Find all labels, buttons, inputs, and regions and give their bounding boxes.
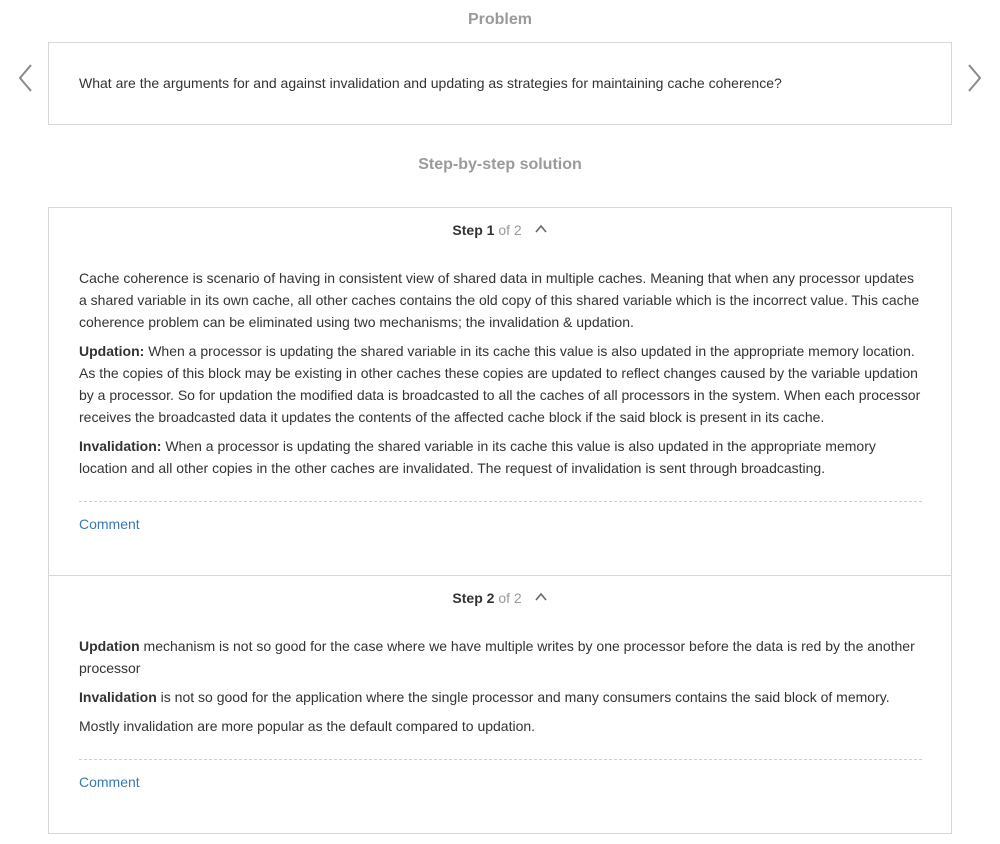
steps-container [48, 207, 952, 834]
divider [79, 759, 922, 760]
paragraph-text: mechanism is not so good for the case where we have multiple writes by one processor before the data is red by the another processor [79, 638, 915, 676]
step-paragraph [79, 340, 922, 428]
step-header [49, 589, 951, 608]
comment-link[interactable]: Comment [79, 774, 140, 790]
paragraph-bold: Invalidation [79, 689, 157, 705]
step-paragraph [79, 715, 922, 737]
chevron-up-icon[interactable] [534, 587, 548, 605]
step-body [79, 267, 922, 486]
paragraph-text: is not so good for the application where the single processor and many consumers contains the said block of memory. [156, 689, 890, 705]
paragraph-text: Cache coherence is scenario of having in consistent view of shared data in multiple caches. Meaning that when any processor updates a shared variable in its own cache, all other caches contains the old copy of this shared variable which is the incorrect value. This cache coherence problem can be eliminated using two mechanisms; the invalidation & updation. [79, 270, 920, 330]
chevron-right-icon[interactable] [964, 62, 984, 94]
paragraph-bold: Updation [79, 638, 140, 654]
step-paragraph [79, 635, 922, 679]
step-label: Step 2 [452, 590, 495, 606]
step-label: Step 1 [452, 222, 495, 238]
step-panel [49, 576, 951, 833]
comment-link[interactable]: Comment [79, 516, 140, 532]
step-body [79, 635, 922, 744]
problem-heading: Problem [467, 11, 532, 28]
solution-heading: Step-by-step solution [418, 156, 582, 173]
step-panel [49, 208, 951, 576]
step-count: of 2 [498, 590, 522, 606]
divider [79, 501, 922, 502]
paragraph-text: When a processor is updating the shared variable in its cache this value is also updated in the appropriate memory location and all other copies in the other caches are invalidated. The request of invalidation is sent through broadcasting. [79, 438, 876, 476]
chevron-up-icon[interactable] [534, 219, 548, 237]
step-paragraph [79, 686, 922, 708]
problem-box [48, 42, 952, 125]
problem-question: What are the arguments for and against invalidation and updating as strategies for maintaining cache coherence? [79, 75, 782, 91]
paragraph-bold: Updation: [79, 343, 145, 359]
step-count: of 2 [498, 222, 522, 238]
step-header [49, 221, 951, 240]
chevron-left-icon[interactable] [16, 62, 36, 94]
paragraph-bold: Invalidation: [79, 438, 162, 454]
step-paragraph [79, 267, 922, 333]
paragraph-text: When a processor is updating the shared variable in its cache this value is also updated in the appropriate memory location. As the copies of this block may be existing in other caches these copies are updated to reflect changes caused by the variable updation by a processor. So for updation the modified data is broadcasted to all the caches of all processors in the system. When each processor receives the broadcasted data it updates the contents of the affected cache block if the said block is present in its cache. [79, 343, 921, 425]
step-paragraph [79, 435, 922, 479]
paragraph-text: Mostly invalidation are more popular as the default compared to updation. [79, 718, 536, 734]
